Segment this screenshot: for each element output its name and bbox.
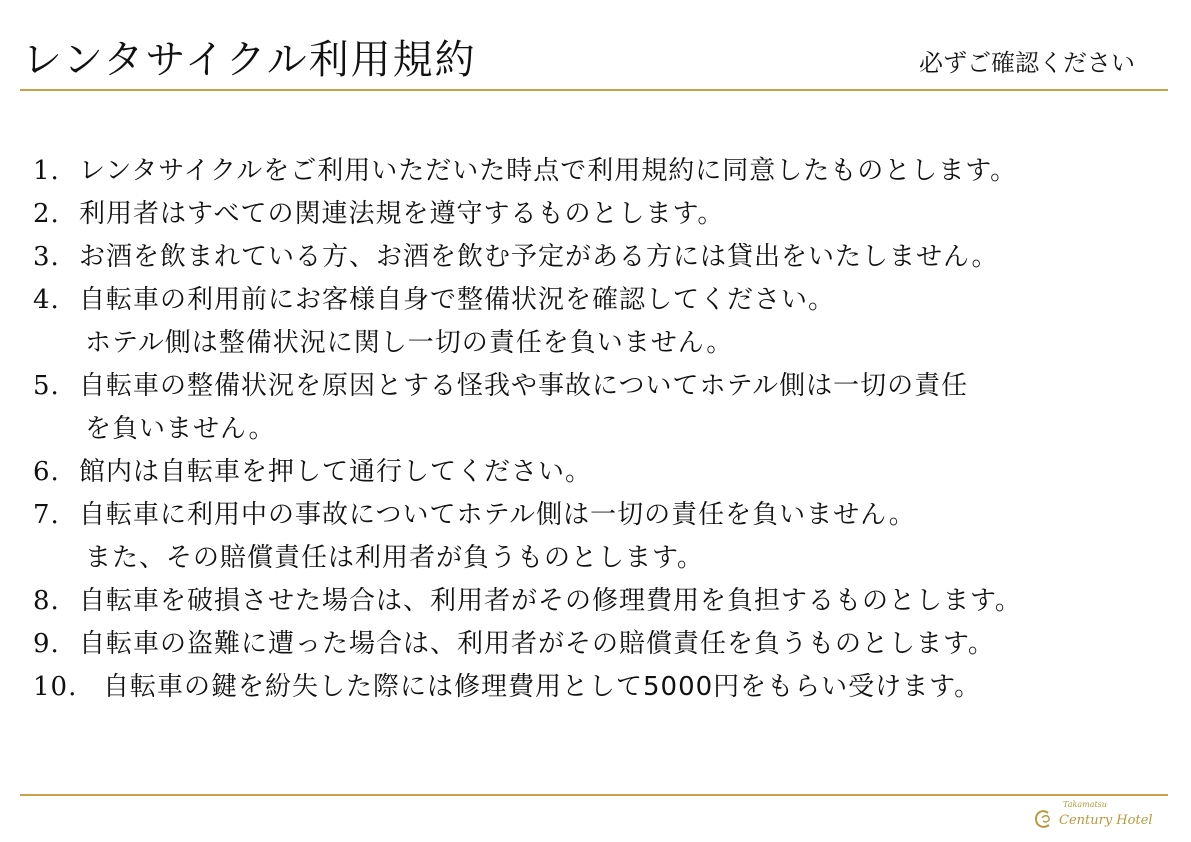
term-text: 自転車の鍵を紛失した際には修理費用として5000円をもらい受けます。: [103, 672, 982, 702]
term-number: 7.: [33, 500, 60, 530]
page-title: レンタサイクル利用規約: [22, 37, 477, 83]
hotel-logo-mark-icon: [1033, 808, 1055, 830]
term-item: [33, 451, 1153, 494]
term-text: お酒を飲まれている方、お酒を飲む予定がある方には貸出をいたしません。: [79, 242, 999, 272]
term-item: [33, 193, 1153, 236]
term-item: [33, 623, 1153, 666]
term-item: [33, 236, 1153, 279]
term-number: 4.: [33, 285, 60, 315]
term-continuation: を負いません。: [85, 414, 276, 444]
term-continuation: また、その賠償責任は利用者が負うものとします。: [85, 543, 704, 573]
term-number: 8.: [33, 586, 60, 616]
term-text: 自転車に利用中の事故についてホテル側は一切の責任を負いません。: [79, 500, 916, 530]
term-number: 3.: [33, 242, 60, 272]
term-number: 10.: [33, 672, 78, 702]
logo-location-text: Takamatsu: [1063, 800, 1107, 809]
term-item: [33, 365, 1153, 451]
top-divider: [20, 89, 1168, 91]
term-item: [33, 666, 1153, 709]
term-item: [33, 494, 1153, 580]
logo-hotel-name: Century Hotel: [1059, 813, 1153, 828]
term-item: [33, 580, 1153, 623]
term-text: 自転車の利用前にお客様自身で整備状況を確認してください。: [79, 285, 836, 315]
bottom-divider: [20, 794, 1168, 796]
term-text: 自転車の盗難に遭った場合は、利用者がその賠償責任を負うものとします。: [79, 629, 995, 659]
term-number: 5.: [33, 371, 60, 401]
term-text: レンタサイクルをご利用いただいた時点で利用規約に同意したものとします。: [79, 156, 1018, 186]
terms-list: [33, 150, 1153, 709]
term-number: 1.: [33, 156, 60, 186]
term-text: 館内は自転車を押して通行してください。: [79, 457, 593, 487]
term-item: [33, 279, 1153, 365]
term-item: [33, 150, 1153, 193]
confirmation-notice: 必ずご確認ください: [919, 49, 1135, 77]
term-text: 自転車を破損させた場合は、利用者がその修理費用を負担するものとします。: [79, 586, 1022, 616]
term-text: 自転車の整備状況を原因とする怪我や事故についてホテル側は一切の責任: [79, 371, 969, 401]
term-text: 利用者はすべての関連法規を遵守するものとします。: [79, 199, 725, 229]
term-number: 2.: [33, 199, 60, 229]
term-continuation: ホテル側は整備状況に関し一切の責任を負いません。: [85, 328, 734, 358]
hotel-logo: [1033, 798, 1163, 838]
term-number: 6.: [33, 457, 60, 487]
term-number: 9.: [33, 629, 60, 659]
